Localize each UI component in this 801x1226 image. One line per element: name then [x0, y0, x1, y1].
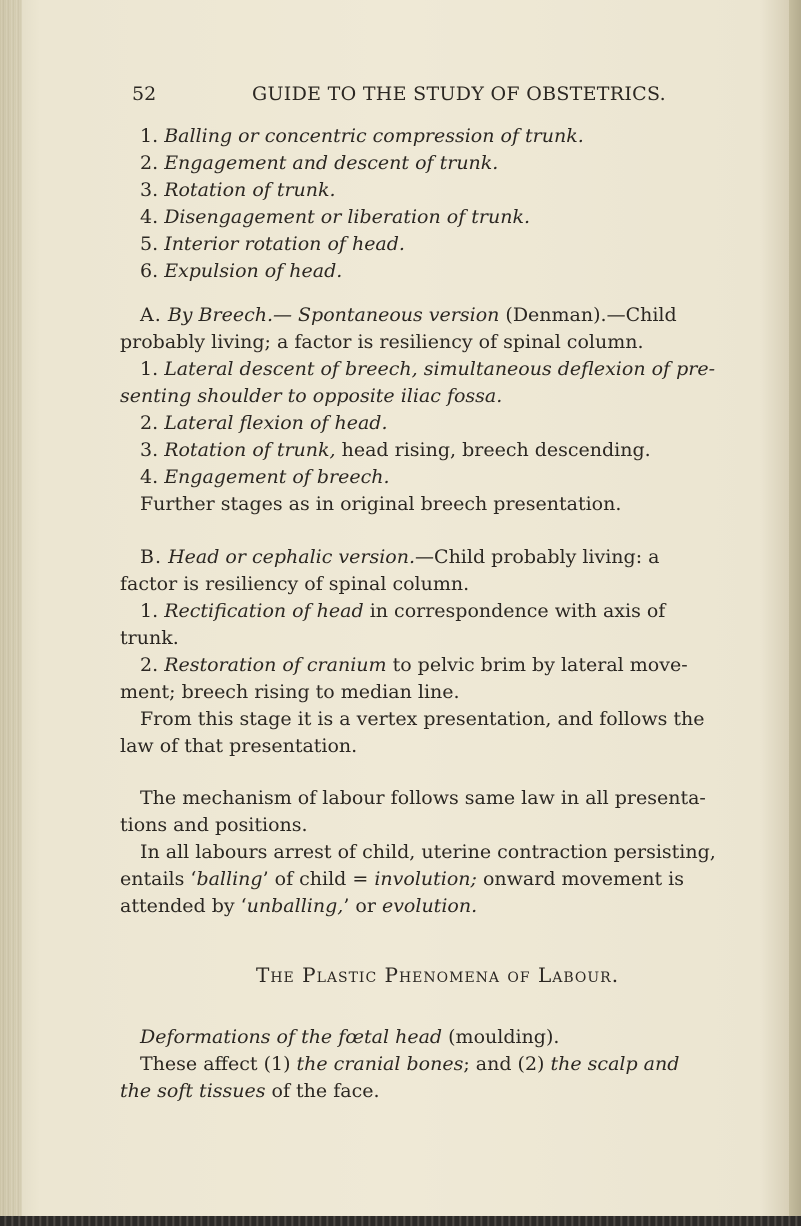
list-item: 2. Restoration of cranium to pelvic brim by lateral move- [140, 654, 688, 676]
list-item: 1. Rectification of head in correspondence with axis of [140, 600, 666, 622]
paragraph-line: Deformations of the fœtal head (moulding). [140, 1026, 560, 1048]
paragraph-line: tions and positions. [120, 814, 308, 836]
list-item: 3. Rotation of trunk. [140, 179, 336, 201]
paragraph-line: the soft tissues of the face. [120, 1080, 380, 1102]
page-binding-edge [0, 0, 22, 1226]
section-b-heading: B. Head or cephalic version.—Child probably living: a [140, 546, 660, 568]
list-item: 6. Expulsion of head. [140, 260, 343, 282]
list-item: 4. Engagement of breech. [140, 466, 390, 488]
list-item: 2. Engagement and descent of trunk. [140, 152, 499, 174]
list-item: 1. Lateral descent of breech, simultaneous deflexion of pre- [140, 358, 716, 380]
paragraph-line: probably living; a factor is resiliency of spinal column. [120, 331, 644, 353]
list-item: 3. Rotation of trunk, head rising, breech descending. [140, 439, 651, 461]
paragraph-line: factor is resiliency of spinal column. [120, 573, 470, 595]
paragraph-line: In all labours arrest of child, uterine contraction persisting, [140, 841, 716, 863]
section-heading: The Plastic Phenomena of Labour. [256, 963, 620, 987]
running-title: GUIDE TO THE STUDY OF OBSTETRICS. [252, 83, 666, 105]
section-a-heading: A. By Breech.— Spontaneous version (Denman).—Child [140, 304, 677, 326]
list-item: 5. Interior rotation of head. [140, 233, 405, 255]
paragraph-line: entails ‘balling’ of child = involution; onward movement is [120, 868, 684, 890]
paragraph-line: These affect (1) the cranial bones; and (2) the scalp and [140, 1053, 680, 1075]
paragraph-line: senting shoulder to opposite iliac fossa. [120, 385, 503, 407]
page-number: 52 [132, 83, 157, 105]
paragraph-line: trunk. [120, 627, 179, 649]
paragraph-line: ment; breech rising to median line. [120, 681, 460, 703]
paragraph-line: From this stage it is a vertex presentation, and follows the [140, 708, 705, 730]
paragraph-line: The mechanism of labour follows same law in all presenta- [140, 787, 706, 809]
page-right-edge [789, 0, 801, 1226]
paragraph-line: Further stages as in original breech presentation. [140, 493, 622, 515]
page-bottom-edge [0, 1216, 801, 1226]
paragraph-line: law of that presentation. [120, 735, 358, 757]
paragraph-line: attended by ‘unballing,’ or evolution. [120, 895, 478, 917]
list-item: 4. Disengagement or liberation of trunk. [140, 206, 531, 228]
list-item: 2. Lateral flexion of head. [140, 412, 388, 434]
list-item: 1. Balling or concentric compression of trunk. [140, 125, 584, 147]
